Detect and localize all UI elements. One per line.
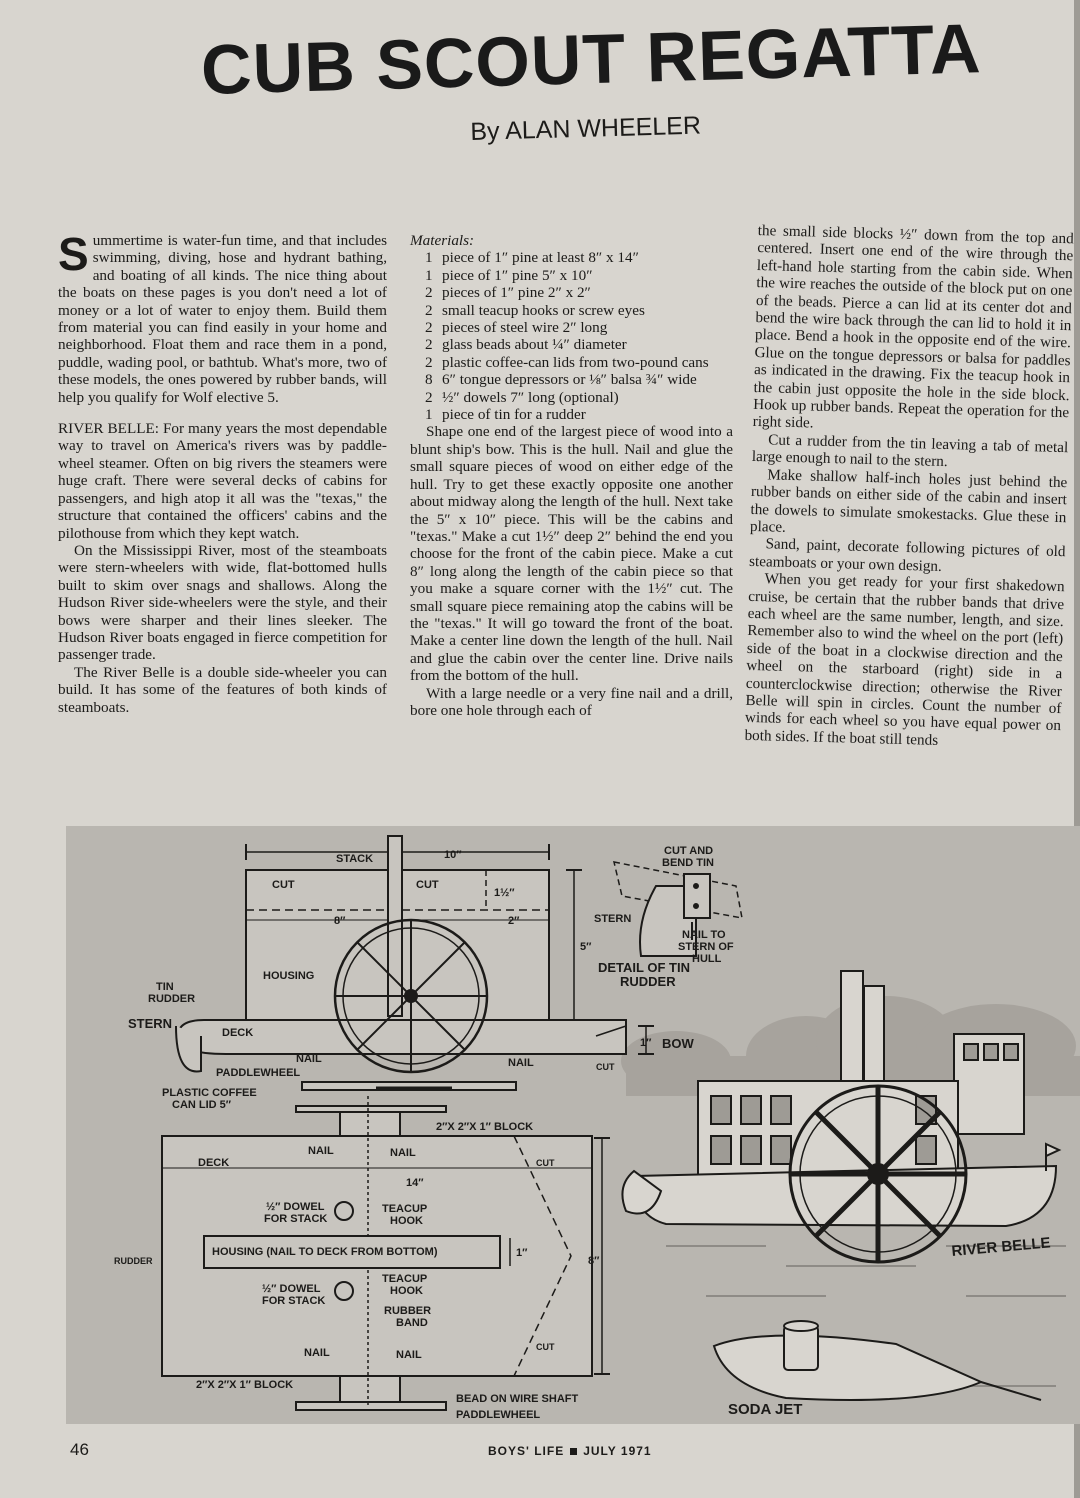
label-stern-of: STERN OF xyxy=(678,941,734,953)
label-block-top: 2″X 2″X 1″ BLOCK xyxy=(436,1121,534,1133)
label-detail-title-2: RUDDER xyxy=(620,974,676,989)
instructions-paragraph-3: the small side blocks ½″ down from the top and centered. Insert one end of the wire through the left-hand hole starting from the cabin side. When the wire reaches the outside of the block put on one of the beads. Pierce a can lid at its center dot and bend the wire back through the can lid to hold it in place. Bend a hook in the opposite end of the wire. Glue on the tongue depressors or balsa for paddles as indicated in the drawing. Fix the teacup hook in the cabin just opposite the hole in the side block. Hook up rubber bands. Repeat the operation for the right side. xyxy=(752,222,1074,432)
label-cut-bow: CUT xyxy=(596,1062,615,1072)
article-byline: By ALAN WHEELER xyxy=(470,111,702,146)
materials-item: 8 6″ tongue depressors or ⅛″ balsa ¾″ wide xyxy=(425,371,697,389)
label-river-belle: RIVER BELLE xyxy=(950,1234,1052,1260)
label-coffee-lid-1: PLASTIC COFFEE xyxy=(162,1087,257,1099)
label-nail-left: NAIL xyxy=(296,1053,322,1065)
instructions-paragraph-1: Shape one end of the largest piece of wood into a blunt ship's bow. This is the hull. Nail and glue the small square pieces of wood on either edge of the hull. Try to get these exactly opposite one another about midway along the length of the hull. Next take the 5″ x 10″ piece. This will be the cabins and "texas." Make a cut 1½″ deep 2″ behind the end you choose for the front of the cabin piece. Make a cut 8″ long along the length of the cabin piece so that you make a square corner with the 1½″ cut. The small square piece remaining atop the cabins will be the "texas." It will go toward the front of the boat. Make a center line down the length of the hull. Nail and glue the cabin over the center line. Drive nails from the bottom of the hull. xyxy=(410,423,733,685)
label-nail-bl: NAIL xyxy=(304,1347,330,1359)
label-rudder: RUDDER xyxy=(148,993,196,1005)
label-dowel-1: ½″ DOWEL xyxy=(266,1201,325,1213)
label-block-bottom: 2″X 2″X 1″ BLOCK xyxy=(196,1379,294,1391)
label-soda-jet: SODA JET xyxy=(728,1401,803,1418)
label-housing: HOUSING xyxy=(263,970,315,982)
materials-item: 1 piece of tin for a rudder xyxy=(425,406,586,424)
river-belle-paragraph-3: The River Belle is a double side-wheeler you can build. It has some of the features of both kinds of steamboats. xyxy=(58,663,387,716)
smokestack-paragraph: Make shallow half-inch holes just behind the rubber bands on either side of the cabin and insert the dowels to simulate smokestacks. Glue these in place. xyxy=(749,466,1068,536)
label-tin: TIN xyxy=(156,981,174,993)
label-band: BAND xyxy=(396,1317,428,1329)
materials-heading: Materials: xyxy=(410,232,475,249)
label-coffee-lid-2: CAN LID 5″ xyxy=(172,1099,232,1111)
magazine-footer xyxy=(488,1444,652,1458)
materials-item: 2 glass beads about ¼″ diameter xyxy=(425,336,627,354)
label-cut-top: CUT xyxy=(536,1158,555,1168)
label-bow: BOW xyxy=(662,1036,694,1051)
intro-paragraph: Summertime is water-fun time, and that includes swimming, diving, hose and hydrant bathing, and boating of all kinds. The nice thing about the boats on these pages is you don't need a lot of money or a lot of water to enjoy them. Build them from material you can find easily in your home and neighborhood. Float them and race them in a pond, puddle, wading pool, or bathtub. What's more, two of these models, the ones powered by rubber bands, will help you qualify for Wolf elective 5. xyxy=(58,228,387,406)
materials-item: 2 pieces of 1″ pine 2″ x 2″ xyxy=(425,284,591,302)
label-cut-and: CUT AND xyxy=(664,845,714,857)
materials-item: 2 pieces of steel wire 2″ long xyxy=(425,319,608,337)
construction-diagram xyxy=(66,826,1080,1424)
label-top-housing: HOUSING (NAIL TO DECK FROM BOTTOM) xyxy=(212,1246,438,1258)
label-dim-8: 8″ xyxy=(334,915,346,927)
label-dim-1-half: 1½″ xyxy=(494,887,515,899)
materials-list xyxy=(410,249,733,423)
label-dowel-1-stack: FOR STACK xyxy=(264,1213,328,1225)
label-rubber: RUBBER xyxy=(384,1305,432,1317)
text-column-2 xyxy=(410,232,733,719)
label-dowel-2: ½″ DOWEL xyxy=(262,1283,321,1295)
label-top-rudder: RUDDER xyxy=(114,1256,153,1266)
issue-date: JULY 1971 xyxy=(583,1444,652,1458)
magazine-name: BOYS' LIFE xyxy=(488,1444,565,1458)
label-detail-stern: STERN xyxy=(594,913,632,925)
label-nail-right: NAIL xyxy=(508,1057,534,1069)
materials-item: 1 piece of 1″ pine 5″ x 10″ xyxy=(425,266,593,284)
label-cut-bottom: CUT xyxy=(536,1342,555,1352)
decorate-paragraph: Sand, paint, decorate following pictures of old steamboats or your own design. xyxy=(748,535,1066,575)
label-bead-on-wire: BEAD ON WIRE SHAFT xyxy=(456,1393,579,1405)
label-nail-br: NAIL xyxy=(396,1349,422,1361)
label-dim-10: 10″ xyxy=(444,849,462,861)
label-top-dim-1: 1″ xyxy=(516,1247,528,1259)
label-stack: STACK xyxy=(336,853,374,865)
label-hook-1: HOOK xyxy=(390,1215,423,1227)
river-belle-paragraph-2: On the Mississippi River, most of the steamboats were stern-wheelers with wide, flat-bottomed hulls built to skim over snags and shallows. Along the Hudson River side-wheelers were the style, and their bows were sharper and their lines sleeker. The Hudson River boats engaged in fierce competition for passenger trade. xyxy=(58,541,387,664)
rudder-paragraph: Cut a rudder from the tin leaving a tab of metal large enough to nail to the stern. xyxy=(751,431,1069,471)
label-deck: DECK xyxy=(222,1027,254,1039)
drop-cap: S xyxy=(58,228,89,280)
label-hook-2: HOOK xyxy=(390,1285,423,1297)
river-belle-paragraph-1: RIVER BELLE: For many years the most dependable way to travel on America's rivers was by paddle-wheel steamer. Often on big rivers the steamers were huge craft. There were several decks of cabins for passengers, and high atop it all was the "texas," the structure that contained the officers' cabins and the pilothouse from which they kept watch. xyxy=(58,420,387,542)
label-paddlewheel: PADDLEWHEEL xyxy=(216,1067,301,1079)
label-detail-title-1: DETAIL OF TIN xyxy=(598,960,690,975)
materials-item: 2 plastic coffee-can lids from two-pound cans xyxy=(425,353,709,371)
label-dim-5: 5″ xyxy=(580,941,592,953)
label-dowel-2-stack: FOR STACK xyxy=(262,1295,326,1307)
label-stern: STERN xyxy=(128,1016,173,1031)
label-cut-left: CUT xyxy=(272,879,295,891)
materials-item: 1 piece of 1″ pine at least 8″ x 14″ xyxy=(425,249,639,267)
label-dim-1: 1″ xyxy=(640,1037,652,1049)
label-bend-tin: BEND TIN xyxy=(662,857,714,869)
label-top-deck: DECK xyxy=(198,1157,230,1169)
materials-item: 2 small teacup hooks or screw eyes xyxy=(425,301,645,319)
label-hull: HULL xyxy=(692,953,722,965)
label-dim-2: 2″ xyxy=(508,915,520,927)
page-number: 46 xyxy=(70,1440,89,1459)
article-title: CUB SCOUT REGATTA xyxy=(200,9,983,109)
label-cut-mid: CUT xyxy=(416,879,439,891)
instructions-paragraph-2: With a large needle or a very fine nail and a drill, bore one hole through each of xyxy=(410,684,733,719)
label-nail-tr: NAIL xyxy=(390,1147,416,1159)
label-teacup-2: TEACUP xyxy=(382,1273,428,1285)
shakedown-paragraph: When you get ready for your first shakedown cruise, be certain that the rubber bands that drive each wheel are the same number, length, and size. Remember also to wind the wheel on the port (left) side of the boat in a clockwise direction and the wheel on the starboard (right) side in a counterclockwise direction; otherwise the River Belle will spin in circles. Count the number of winds for each wheel so you have equal power on both sides. If the boat still tends xyxy=(744,570,1065,749)
label-top-dim-8: 8″ xyxy=(588,1255,600,1267)
label-dim-14: 14″ xyxy=(406,1177,424,1189)
text-column-3 xyxy=(744,222,1074,752)
label-nail-to: NAIL TO xyxy=(682,929,726,941)
footer-square-bullet xyxy=(570,1448,577,1455)
label-nail-tl: NAIL xyxy=(308,1145,334,1157)
label-teacup-1: TEACUP xyxy=(382,1203,428,1215)
materials-item: 2 ½″ dowels 7″ long (optional) xyxy=(425,388,619,406)
label-top-paddlewheel: PADDLEWHEEL xyxy=(456,1409,541,1421)
text-column-1 xyxy=(58,228,387,716)
